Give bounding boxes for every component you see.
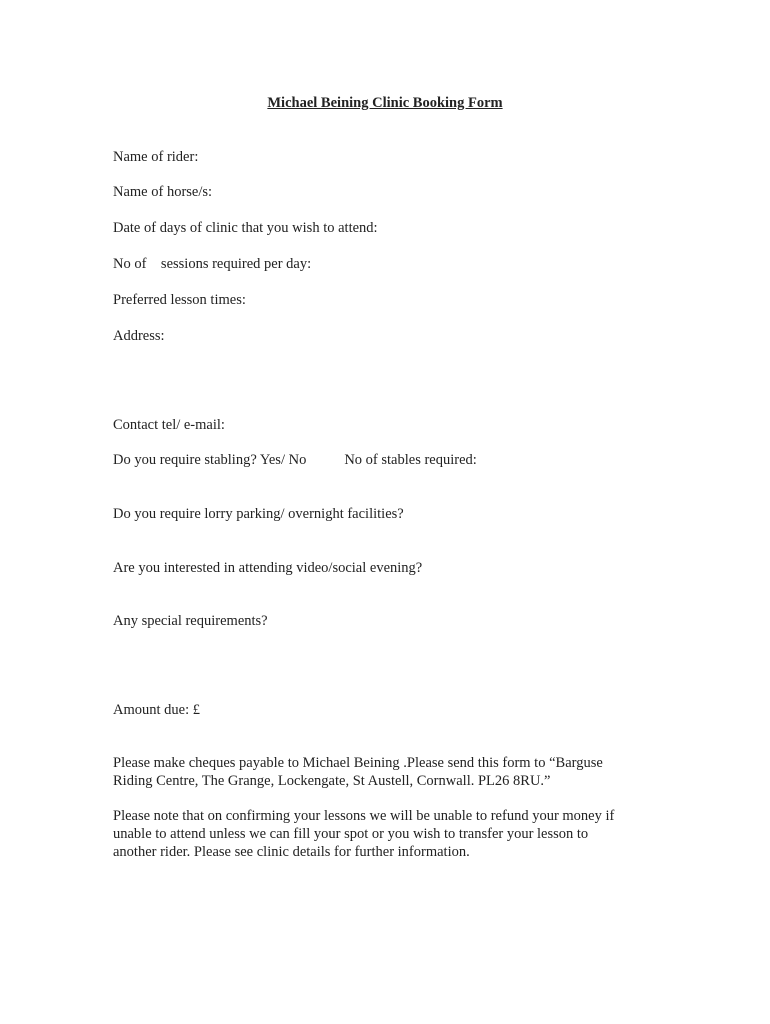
- social-evening-label: Are you interested in attending video/social evening?: [113, 560, 423, 576]
- payment-note: [113, 754, 653, 790]
- amount-due-label: Amount due: £: [113, 702, 200, 718]
- lorry-parking-label: Do you require lorry parking/ overnight facilities?: [113, 506, 404, 522]
- refund-note-line: another rider. Please see clinic details for further information.: [113, 844, 470, 860]
- rider-name-label: Name of rider:: [113, 149, 199, 165]
- sessions-label: No of sessions required per day:: [113, 256, 312, 272]
- contact-label: Contact tel/ e-mail:: [113, 417, 225, 433]
- special-requirements-label: Any special requirements?: [113, 613, 268, 629]
- refund-note: [113, 807, 653, 861]
- payment-note-line: Riding Centre, The Grange, Lockengate, St Austell, Cornwall. PL26 8RU.”: [113, 773, 551, 789]
- clinic-dates-label: Date of days of clinic that you wish to attend:: [113, 220, 378, 236]
- stables-count-label: No of stables required:: [344, 452, 477, 468]
- stabling-row: [113, 450, 477, 470]
- stabling-label: Do you require stabling? Yes/ No: [113, 452, 307, 468]
- horse-name-label: Name of horse/s:: [113, 184, 213, 200]
- refund-note-line: Please note that on confirming your lessons we will be unable to refund your money if: [113, 808, 615, 824]
- lesson-times-label: Preferred lesson times:: [113, 292, 246, 308]
- payment-note-line: Please make cheques payable to Michael Beining .Please send this form to “Barguse: [113, 755, 603, 771]
- address-label: Address:: [113, 328, 165, 344]
- form-title: Michael Beining Clinic Booking Form: [267, 95, 503, 111]
- refund-note-line: unable to attend unless we can fill your spot or you wish to transfer your lesson to: [113, 826, 589, 842]
